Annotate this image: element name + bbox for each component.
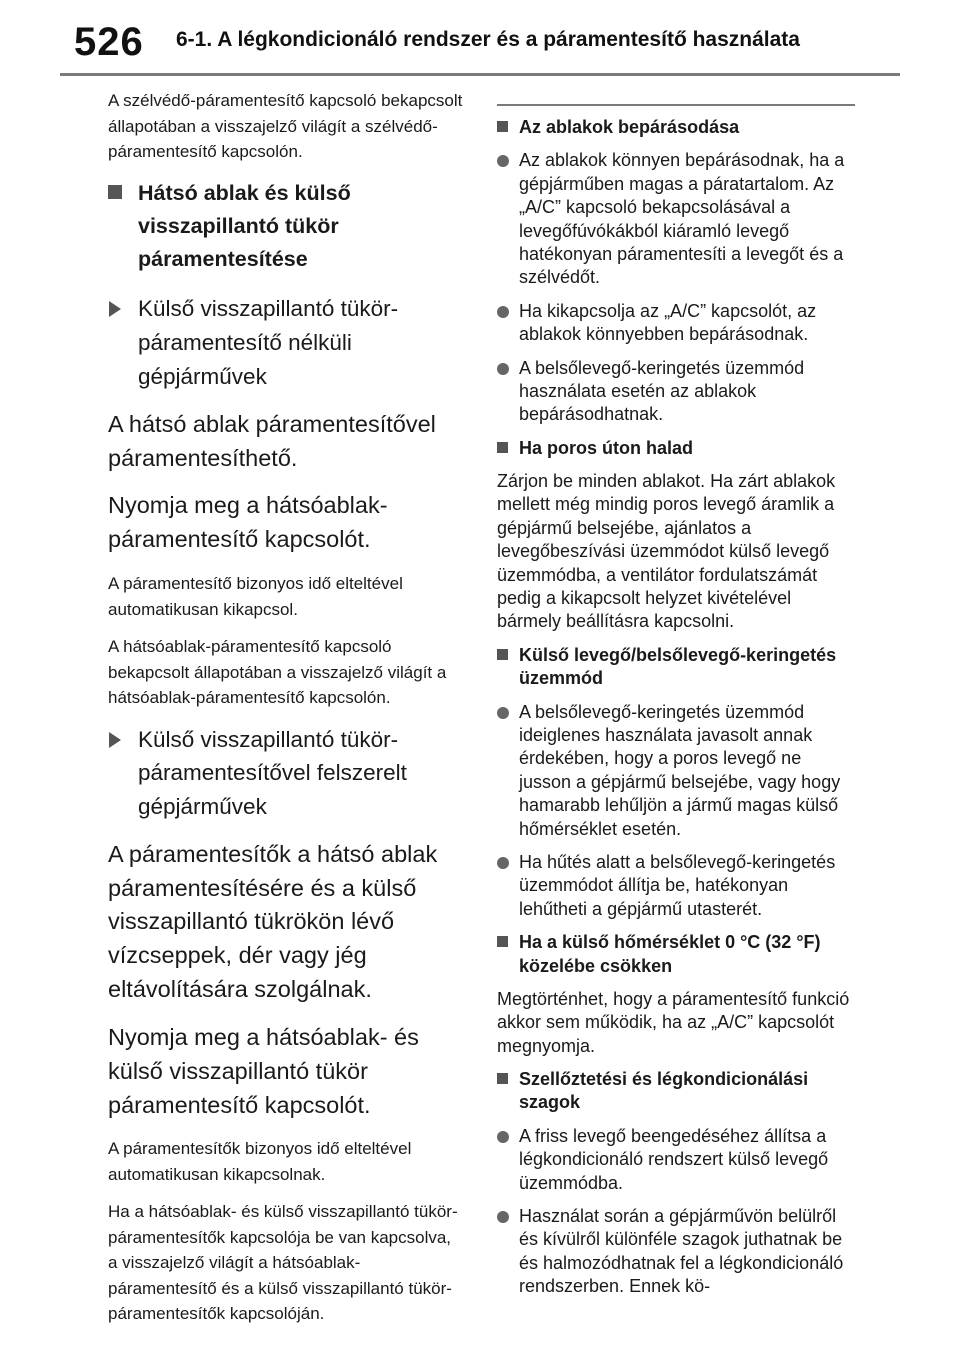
note-heading — [497, 931, 855, 978]
note-paragraph: A páramentesítők bizonyos idő elteltével automatikusan kikapcsolnak. — [108, 1139, 412, 1184]
bullet-text: Ha hűtés alatt a belsőlevegő-keringetés üzemmódot állítja be, hatékonyan lehűtheti a gépjármű utasterét. — [519, 851, 836, 919]
note-heading-text: Ha poros úton halad — [519, 437, 694, 458]
bullet-item — [497, 357, 855, 427]
note-heading — [497, 116, 855, 139]
bullet-item — [497, 1205, 855, 1299]
section-title: 6-1. A légkondicionáló rendszer és a páramentesítő használata — [176, 28, 800, 51]
square-bullet-icon — [497, 1073, 508, 1084]
subsection-heading — [108, 292, 464, 393]
subsection-heading — [108, 723, 464, 824]
column-divider — [497, 104, 855, 106]
note-heading-text: Külső levegő/belsőlevegő-keringetés üzemmód — [519, 644, 837, 689]
note-heading-text: Ha a külső hőmérséklet 0 °C (32 °F) közelébe csökken — [519, 932, 821, 976]
bullet-text: Ha kikapcsolja az „A/C” kapcsolót, az ablakok könnyebben bepárásodnak. — [519, 300, 817, 345]
bullet-item — [497, 1125, 855, 1195]
circle-bullet-icon — [497, 155, 509, 167]
note-paragraph: Zárjon be minden ablakot. Ha zárt ablakok mellett még mindig poros levegő áramlik a gépjármű belsejébe, ajánlatos a levegőbeszívási üzemmódot külső levegő üzemmódba, a ventilátor fordulatszámát pedig a kikapcsolt helyzet kivételével bármely beállításra kapcsolni. — [497, 471, 836, 632]
circle-bullet-icon — [497, 306, 509, 318]
header-divider — [60, 73, 900, 76]
subsection-heading-text: Külső visszapillantó tükör-páramentesítő nélküli gépjárművek — [138, 296, 399, 389]
circle-bullet-icon — [497, 363, 509, 375]
bullet-item — [497, 851, 855, 921]
bullet-text: Használat során a gépjárművön belülről és kívülről különféle szagok juthatnak be és halmozódhatnak fel a légkondicionáló rendszerben. Ennek kö- — [519, 1206, 844, 1297]
square-bullet-icon — [497, 442, 508, 453]
note-heading — [497, 437, 855, 460]
square-bullet-icon — [108, 185, 122, 199]
page-number: 526 — [74, 20, 144, 64]
instruction-paragraph: Nyomja meg a hátsóablak-páramentesítő kapcsolót. — [108, 492, 388, 553]
bullet-text: Az ablakok könnyen bepárásodnak, ha a gépjárműben magas a páratartalom. Az „A/C” kapcsoló bekapcsolásával a levegőfúvókákból kiáramló levegő hatékonyan páramentesíti a levegőt és a szélvédőt. — [519, 150, 845, 288]
bullet-item — [497, 701, 855, 841]
subsection-heading-text: Külső visszapillantó tükör-páramentesítővel felszerelt gépjárművek — [138, 726, 407, 819]
note-heading-text: Az ablakok bepárásodása — [519, 117, 740, 137]
bullet-text: A belsőlevegő-keringetés üzemmód ideiglenes használata javasolt annak érdekében, hogy a poros levegő ne jusson a gépjármű belsejébe, vagy hogy hamarabb lehűljön a jármű magas külső hőmérséklet esetén. — [519, 701, 841, 839]
note-paragraph: Megtörténhet, hogy a páramentesítő funkció akkor sem működik, ha az „A/C” kapcsolót megnyomja. — [497, 988, 850, 1056]
square-bullet-icon — [497, 121, 508, 132]
circle-bullet-icon — [497, 857, 509, 869]
note-heading — [497, 644, 855, 691]
body-paragraph: A páramentesítők a hátsó ablak páramentesítésére és a külső visszapillantó tükrökön lévő vízcseppek, dér vagy jég eltávolítására szolgálnak. — [108, 840, 438, 1003]
circle-bullet-icon — [497, 707, 509, 719]
triangle-bullet-icon — [109, 301, 121, 317]
bullet-text: A friss levegő beengedéséhez állítsa a légkondicionáló rendszert külső levegő üzemmódba. — [519, 1125, 829, 1193]
note-paragraph: A páramentesítő bizonyos idő elteltével automatikusan kikapcsol. — [108, 574, 403, 619]
bullet-item — [497, 149, 855, 289]
left-column — [108, 88, 464, 1339]
section-heading-text: Hátsó ablak és külső visszapillantó tükör páramentesítése — [138, 180, 351, 272]
triangle-bullet-icon — [109, 732, 121, 748]
intro-note: A szélvédő-páramentesítő kapcsoló bekapcsolt állapotában a visszajelző világít a szélvédő-páramentesítő kapcsolón. — [108, 91, 463, 161]
bullet-text: A belsőlevegő-keringetés üzemmód használata esetén az ablakok bepárásodhatnak. — [519, 357, 805, 425]
section-heading — [108, 177, 464, 277]
page-header — [0, 0, 960, 80]
square-bullet-icon — [497, 936, 508, 947]
note-heading — [497, 1068, 855, 1115]
note-heading-text: Szellőztetési és légkondicionálási szagok — [519, 1069, 809, 1113]
note-paragraph: A hátsóablak-páramentesítő kapcsoló bekapcsolt állapotában a visszajelző világít a hátsóablak-páramentesítő kapcsolón. — [108, 637, 447, 707]
note-paragraph: Ha a hátsóablak- és külső visszapillantó tükör-páramentesítők kapcsolója be van kapcsolva, a visszajelző világít a hátsóablak-páramentesítő és a külső visszapillantó tükör-páramentesítők kapcsolóján. — [108, 1202, 458, 1324]
body-paragraph: A hátsó ablak páramentesítővel páramentesíthető. — [108, 410, 436, 471]
bullet-item — [497, 300, 855, 347]
circle-bullet-icon — [497, 1211, 509, 1223]
circle-bullet-icon — [497, 1131, 509, 1143]
square-bullet-icon — [497, 649, 508, 660]
right-column — [497, 88, 855, 1309]
instruction-paragraph: Nyomja meg a hátsóablak- és külső visszapillantó tükör páramentesítő kapcsolót. — [108, 1023, 419, 1118]
